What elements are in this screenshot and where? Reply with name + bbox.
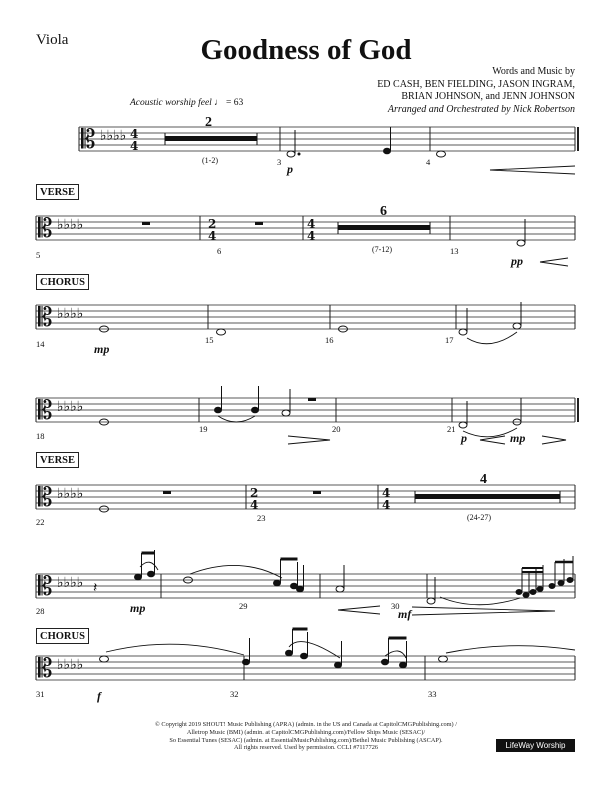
time-signatures bbox=[130, 127, 390, 512]
measure-number: 23 bbox=[257, 513, 266, 523]
dynamic-mark: f bbox=[97, 689, 101, 703]
dynamic-mark: p bbox=[287, 162, 293, 176]
dynamic-mark: pp bbox=[511, 254, 523, 268]
measure-number: 5 bbox=[36, 250, 41, 260]
svg-text:𝄡: 𝄡 bbox=[38, 303, 53, 333]
svg-text:♭♭♭♭: ♭♭♭♭ bbox=[57, 575, 84, 591]
measure-number: 20 bbox=[332, 424, 341, 434]
copyright-line: Alletrop Music (BMI) (admin. at CapitolCMGPublishing.com)/Fellow Ships Music (SESAC)/ bbox=[186, 728, 426, 736]
publisher-logo: LifeWay Worship bbox=[496, 739, 575, 752]
svg-text:4: 4 bbox=[250, 498, 259, 512]
copyright-line: © Copyright 2019 SHOUT! Music Publishing (APRA) (admin. in the US and Canada at CapitolCMGPublishing.com) / bbox=[155, 721, 457, 728]
measure-number: 19 bbox=[199, 424, 208, 434]
svg-text:4: 4 bbox=[307, 217, 316, 231]
measure-number: 18 bbox=[36, 431, 45, 441]
dynamic-mark: mp bbox=[130, 601, 146, 615]
tempo-value: = 63 bbox=[226, 98, 244, 108]
svg-text:2: 2 bbox=[208, 217, 217, 231]
measure-number: 16 bbox=[325, 335, 334, 345]
dynamic-mark: mp bbox=[510, 431, 526, 445]
measure-number: 4 bbox=[426, 157, 431, 167]
measure-number: 6 bbox=[217, 246, 222, 256]
svg-text:𝄡: 𝄡 bbox=[38, 214, 53, 244]
song-title: Goodness of God bbox=[200, 34, 412, 66]
multirest-count: 6 bbox=[380, 204, 387, 219]
measure-number: 30 bbox=[391, 601, 400, 611]
svg-text:4: 4 bbox=[130, 127, 139, 141]
measure-number: 15 bbox=[205, 335, 214, 345]
barlines bbox=[36, 127, 578, 680]
multirest-count: 2 bbox=[205, 115, 212, 130]
svg-text:𝄡: 𝄡 bbox=[81, 125, 96, 155]
measure-number: 29 bbox=[239, 601, 248, 611]
key-signatures bbox=[57, 128, 126, 673]
dynamic-mark: mf bbox=[398, 607, 412, 621]
section-label: CHORUS bbox=[36, 274, 89, 290]
multirest-range: (24-27) bbox=[467, 513, 491, 522]
quarter-note-icon: ♩ bbox=[214, 98, 224, 108]
dynamic-mark: mp bbox=[94, 342, 110, 356]
svg-text:4: 4 bbox=[130, 139, 139, 153]
measure-number: 3 bbox=[277, 157, 282, 167]
measure-number: 32 bbox=[230, 689, 239, 699]
notes bbox=[93, 127, 573, 668]
measure-number: 21 bbox=[447, 424, 456, 434]
staff-lines bbox=[36, 127, 575, 680]
multirest-range: (1-2) bbox=[202, 156, 218, 165]
svg-text:𝄡: 𝄡 bbox=[38, 654, 53, 684]
multirest-count: 4 bbox=[480, 472, 487, 487]
tempo-text: Acoustic worship feel bbox=[130, 98, 212, 108]
measure-number: 17 bbox=[445, 335, 454, 345]
svg-text:♭♭♭♭: ♭♭♭♭ bbox=[57, 657, 84, 673]
svg-text:4: 4 bbox=[307, 229, 316, 243]
section-label: VERSE bbox=[36, 184, 79, 200]
measure-number: 13 bbox=[450, 246, 459, 256]
credits-line: Words and Music by bbox=[492, 66, 575, 77]
multirest-range: (7-12) bbox=[372, 245, 392, 254]
svg-text:2: 2 bbox=[250, 486, 259, 500]
measure-number: 22 bbox=[36, 517, 45, 527]
svg-text:4: 4 bbox=[382, 498, 391, 512]
svg-text:♭♭♭♭: ♭♭♭♭ bbox=[57, 399, 84, 415]
svg-text:𝄽: 𝄽 bbox=[93, 580, 98, 596]
svg-text:♭♭♭♭: ♭♭♭♭ bbox=[57, 306, 84, 322]
section-label: CHORUS bbox=[36, 628, 89, 644]
dynamic-mark: p bbox=[461, 431, 467, 445]
svg-text:𝄡: 𝄡 bbox=[38, 483, 53, 513]
svg-text:♭♭♭♭: ♭♭♭♭ bbox=[100, 128, 127, 144]
instrument-name: Viola bbox=[36, 32, 69, 48]
copyright-line: So Essential Tunes (SESAC) (admin. at EssentialMusicPublishing.com)/Bethel Music Publishing (ASCAP). bbox=[169, 736, 443, 744]
hairpins bbox=[288, 166, 575, 615]
section-label: VERSE bbox=[36, 452, 79, 468]
svg-text:𝄡: 𝄡 bbox=[38, 396, 53, 426]
svg-text:4: 4 bbox=[208, 229, 217, 243]
svg-text:♭♭♭♭: ♭♭♭♭ bbox=[57, 217, 84, 233]
svg-text:♭♭♭♭: ♭♭♭♭ bbox=[57, 486, 84, 502]
measure-number: 31 bbox=[36, 689, 45, 699]
multirest-bars bbox=[165, 133, 560, 503]
credits-line: ED CASH, BEN FIELDING, JASON INGRAM, bbox=[377, 78, 575, 90]
whole-rests bbox=[142, 222, 321, 494]
arranger-line: Arranged and Orchestrated by Nick Robertson bbox=[387, 103, 575, 115]
copyright-line: All rights reserved. Used by permission. CCLI #7117726 bbox=[233, 744, 379, 752]
svg-text:𝄡: 𝄡 bbox=[38, 572, 53, 602]
measure-number: 28 bbox=[36, 606, 45, 616]
svg-text:4: 4 bbox=[382, 486, 391, 500]
measure-number: 14 bbox=[36, 339, 45, 349]
measure-number: 33 bbox=[428, 689, 437, 699]
credits-line: BRIAN JOHNSON, and JENN JOHNSON bbox=[401, 91, 575, 102]
